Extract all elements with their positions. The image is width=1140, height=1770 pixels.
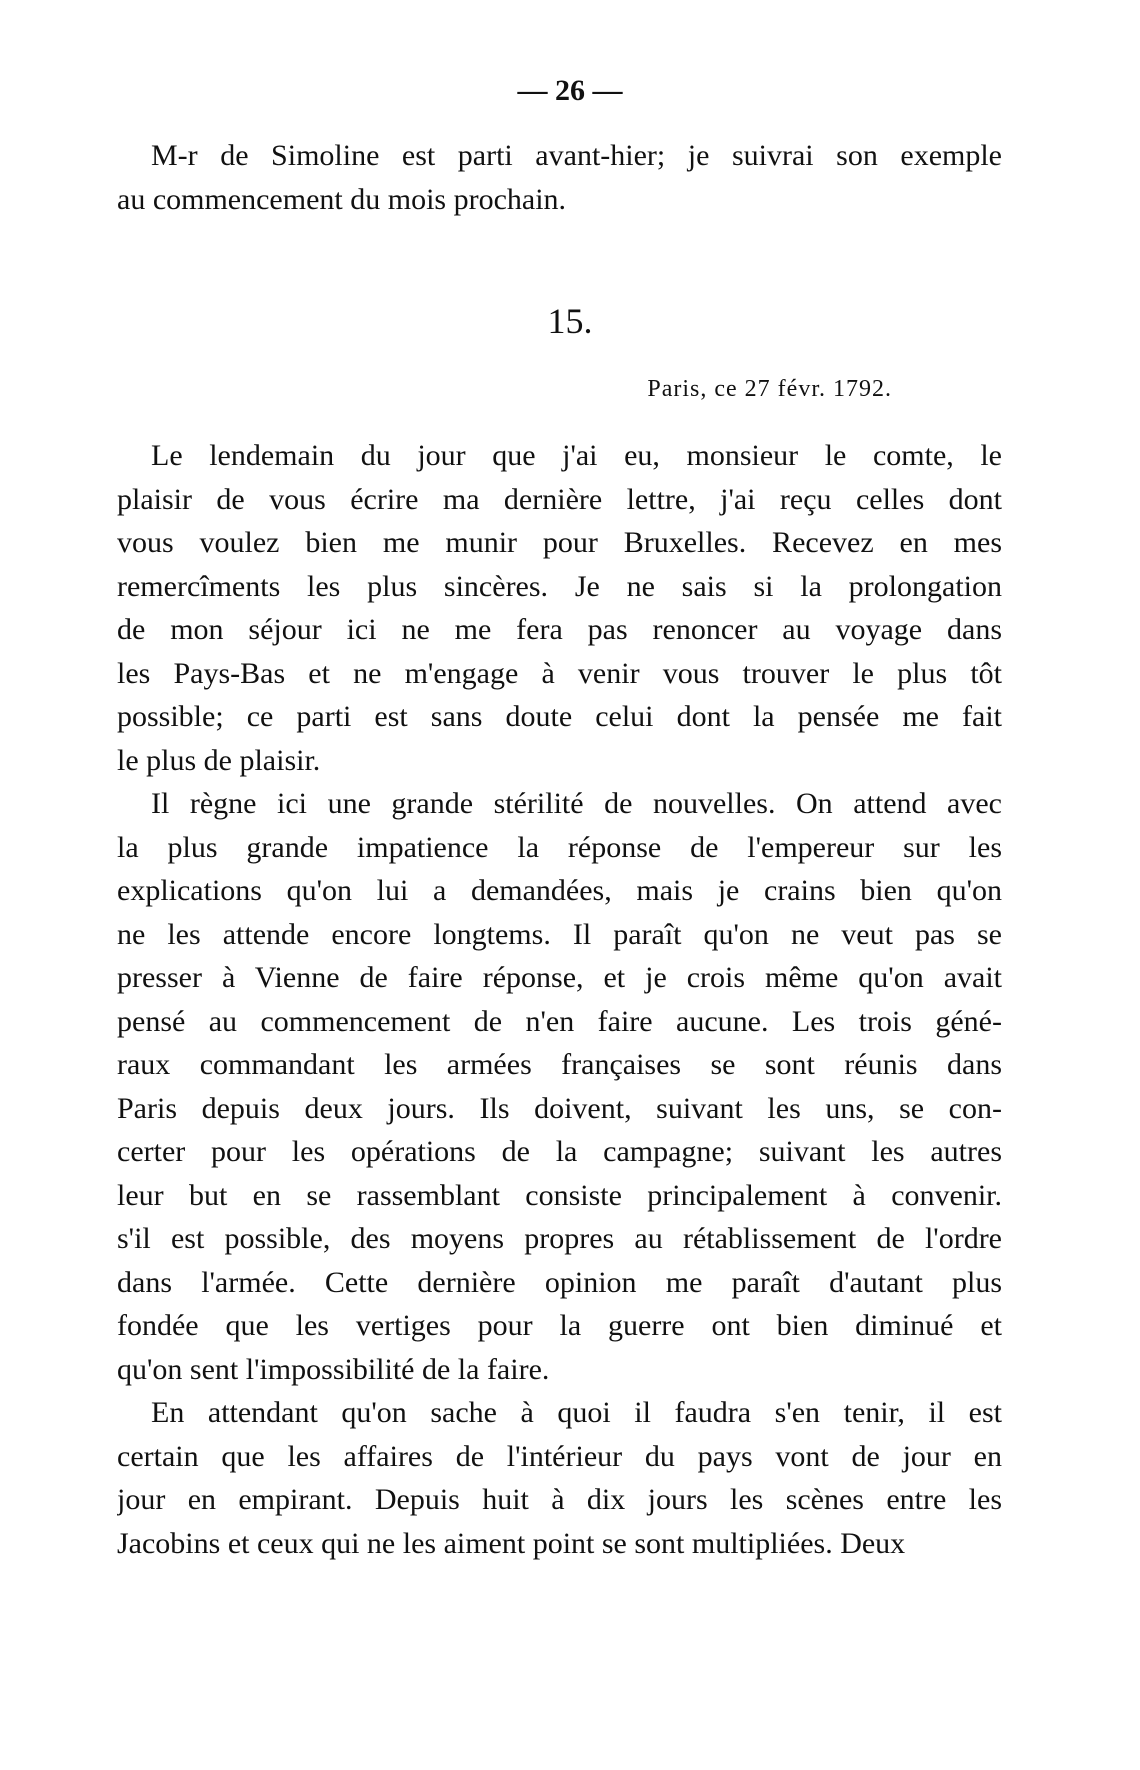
text-line: leur but en se rassemblant consiste principalement à convenir. (117, 1178, 1002, 1212)
text-line: fondée que les vertiges pour la guerre ont bien diminué et (117, 1309, 1002, 1342)
text-line: vous voulez bien me munir pour Bruxelles. Recevez en mes (117, 526, 1002, 559)
text-line: Le lendemain du jour que j'ai eu, monsieur le comte, le (151, 439, 1002, 472)
text-line: qu'on sent l'impossibilité de la faire. (117, 1352, 550, 1386)
text-line: Il règne ici une grande stérilité de nouvelles. On attend avec (151, 787, 1002, 820)
page-number: — 26 — (517, 74, 623, 107)
text-line: le plus de plaisir. (117, 743, 321, 777)
text-line: jour en empirant. Depuis huit à dix jours les scènes entre les (117, 1483, 1002, 1516)
text-line: Jacobins et ceux qui ne les aiment point se sont multipliées. Deux (117, 1526, 906, 1560)
letter-number: 15. (547, 301, 593, 341)
text-line: En attendant qu'on sache à quoi il faudra s'en tenir, il est (151, 1396, 1002, 1429)
text-line: s'il est possible, des moyens propres au rétablissement de l'ordre (117, 1222, 1002, 1255)
letter-dateline: Paris, ce 27 févr. 1792. (647, 376, 892, 402)
letter-body (117, 434, 1002, 1565)
text-line: Paris depuis deux jours. Ils doivent, suivant les uns, se con- (117, 1091, 1002, 1125)
text-line: explications qu'on lui a demandées, mais je crains bien qu'on (117, 874, 1002, 907)
text-line: au commencement du mois prochain. (117, 182, 567, 216)
text-line: remercîments les plus sincères. Je ne sais si la prolongation (117, 569, 1002, 603)
text-line: la plus grande impatience la réponse de l'empereur sur les (117, 830, 1002, 864)
text-line: de mon séjour ici ne me fera pas renoncer au voyage dans (117, 613, 1002, 646)
text-line: les Pays-Bas et ne m'engage à venir vous trouver le plus tôt (117, 656, 1002, 690)
text-line: dans l'armée. Cette dernière opinion me paraît d'autant plus (117, 1265, 1002, 1299)
text-line: certer pour les opérations de la campagne; suivant les autres (117, 1135, 1002, 1168)
text-line: presser à Vienne de faire réponse, et je crois même qu'on avait (117, 961, 1002, 994)
text-line: certain que les affaires de l'intérieur du pays vont de jour en (117, 1439, 1002, 1473)
text-line: pensé au commencement de n'en faire aucune. Les trois géné- (117, 1004, 1002, 1038)
text-line: M-r de Simoline est parti avant-hier; je suivrai son exemple (151, 139, 1002, 172)
text-line: ne les attende encore longtems. Il paraît qu'on ne veut pas se (117, 917, 1002, 951)
text-line: possible; ce parti est sans doute celui dont la pensée me fait (117, 700, 1002, 733)
intro-paragraph (117, 134, 1002, 221)
text-line: raux commandant les armées françaises se sont réunis dans (117, 1048, 1002, 1081)
text-line: plaisir de vous écrire ma dernière lettre, j'ai reçu celles dont (117, 482, 1002, 516)
